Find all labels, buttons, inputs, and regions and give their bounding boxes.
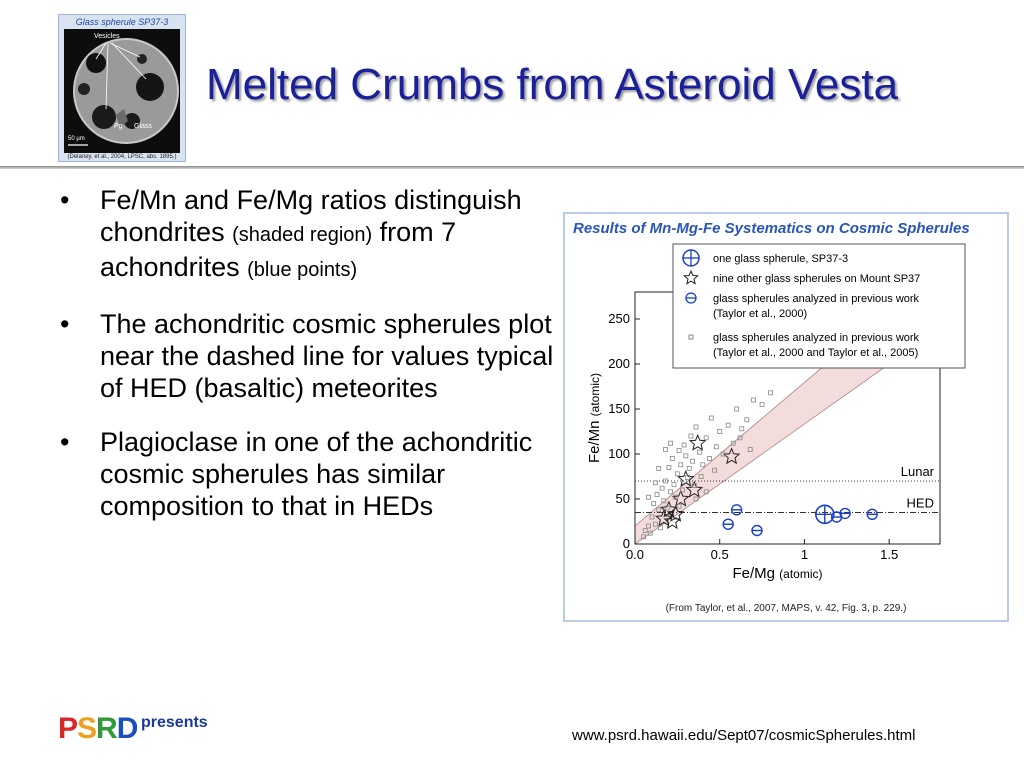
data-point-square — [670, 457, 674, 461]
data-point-square — [657, 466, 661, 470]
data-point-square — [669, 441, 673, 445]
vesicles-label: Vesicles — [94, 33, 120, 40]
scale-label: 50 µm — [68, 136, 85, 142]
data-point-square — [704, 436, 708, 440]
data-point-square — [726, 423, 730, 427]
micrograph-graphic — [64, 29, 180, 153]
spherule-micrograph — [64, 29, 180, 153]
bullet-3-text: Plagioclase in one of the achondritic cosmic spherules has similar composition to that in HEDs — [100, 427, 533, 521]
data-point-square — [677, 448, 681, 452]
x-tick-label: 1 — [800, 547, 809, 562]
y-tick-label: 250 — [608, 311, 630, 326]
ref-label-lunar: Lunar — [900, 464, 934, 479]
legend-entry-1-line-1: one glass spherule, SP37-3 — [713, 253, 849, 265]
y-axis-label: Fe/Mn (atomic) — [586, 372, 603, 464]
y-axis-unit: (atomic) — [588, 372, 602, 417]
data-point-square — [760, 403, 764, 407]
bullet-list — [60, 184, 555, 544]
spherule-thumbnail — [58, 14, 186, 162]
data-point-square — [735, 407, 739, 411]
x-tick-label: 0.5 — [710, 547, 729, 562]
data-point-square — [691, 459, 695, 463]
data-point-square — [647, 495, 651, 499]
x-axis-unit: (atomic) — [779, 567, 823, 581]
y-tick-label: 50 — [615, 491, 630, 506]
data-point-square — [689, 434, 693, 438]
chart-title: Results of Mn-Mg-Fe Systematics on Cosmic Spherules — [573, 220, 970, 237]
thumbnail-citation: (Delaney, et al., 2004, LPSC, abs. 1895.) — [67, 154, 177, 160]
bullet-item-1 — [60, 184, 555, 286]
data-point-square — [652, 502, 656, 506]
data-point-square — [669, 490, 673, 494]
x-tick-label: 1.5 — [880, 547, 899, 562]
data-point-star — [690, 435, 705, 450]
y-tick-label: 0 — [622, 536, 630, 551]
bullet-item-3 — [60, 426, 555, 522]
legend-entry-2-line-1: nine other glass spherules on Mount SP37 — [713, 273, 921, 285]
psrd-logo — [58, 712, 208, 745]
data-point-square — [667, 466, 671, 470]
data-point-square — [684, 454, 688, 458]
bullet-2-text: The achondritic cosmic spherules plot near the dashed line for values typical of HED (basaltic) meteorites — [100, 309, 554, 403]
source-url[interactable]: www.psrd.hawaii.edu/Sept07/cosmicSpherules.html — [572, 727, 916, 744]
data-point-square — [682, 443, 686, 447]
data-point-square — [714, 445, 718, 449]
bullet-dot: • — [60, 309, 70, 339]
x-axis-label: Fe/Mg (atomic) — [732, 565, 823, 582]
data-point-square — [672, 483, 676, 487]
bullet-dot: • — [60, 185, 70, 215]
glass-label: Glass — [134, 123, 152, 130]
y-tick-label: 100 — [608, 446, 630, 461]
data-point-square — [697, 450, 701, 454]
data-point-square — [660, 486, 664, 490]
data-point-square — [694, 425, 698, 429]
legend-entry-3-line-1: glass spherules analyzed in previous work — [713, 293, 920, 305]
data-point-square — [679, 463, 683, 467]
data-point-square — [664, 448, 668, 452]
data-point-square — [687, 466, 691, 470]
legend-entry-4-line-2: (Taylor et al., 2000 and Taylor et al., 2005) — [713, 347, 919, 359]
bullet-1-text-a: Fe/Mn and Fe/Mg ratios distinguish chondrites — [100, 185, 522, 247]
data-point-square — [709, 416, 713, 420]
data-point-square — [701, 463, 705, 467]
data-point-square — [752, 398, 756, 402]
y-tick-label: 150 — [608, 401, 630, 416]
legend-entry-3-line-2: (Taylor et al., 2000) — [713, 308, 808, 320]
ref-label-hed: HED — [906, 495, 934, 511]
scatter-chart — [565, 242, 1007, 612]
y-tick-label: 200 — [608, 356, 630, 371]
title-divider — [0, 166, 1024, 169]
data-point-square — [740, 427, 744, 431]
data-point-square — [708, 457, 712, 461]
data-point-square — [718, 430, 722, 434]
bullet-1-text-b: (shaded region) — [232, 224, 373, 246]
chart-panel — [563, 212, 1009, 622]
x-tick-label: 0.0 — [625, 547, 645, 562]
presents-label: presents — [141, 714, 208, 731]
data-point-square — [769, 391, 773, 395]
slide-title: Melted Crumbs from Asteroid Vesta — [206, 60, 899, 109]
thumbnail-title: Glass spherule SP37-3 — [75, 17, 169, 27]
psrd-wordmark: PSRD — [58, 712, 138, 745]
pg-label: Pg — [114, 123, 123, 130]
data-point-square — [655, 493, 659, 497]
chart-citation: (From Taylor, et al., 2007, MAPS, v. 42, Fig. 3, p. 229.) — [665, 603, 907, 614]
data-point-square — [745, 418, 749, 422]
bullet-1-text-d: (blue points) — [247, 259, 358, 281]
bullet-1-text-c: from 7 achondrites — [100, 217, 457, 282]
bullet-dot: • — [60, 427, 70, 457]
legend-entry-4-line-1: glass spherules analyzed in previous work — [713, 332, 920, 344]
data-point-square — [675, 472, 679, 476]
bullet-item-2 — [60, 308, 555, 404]
